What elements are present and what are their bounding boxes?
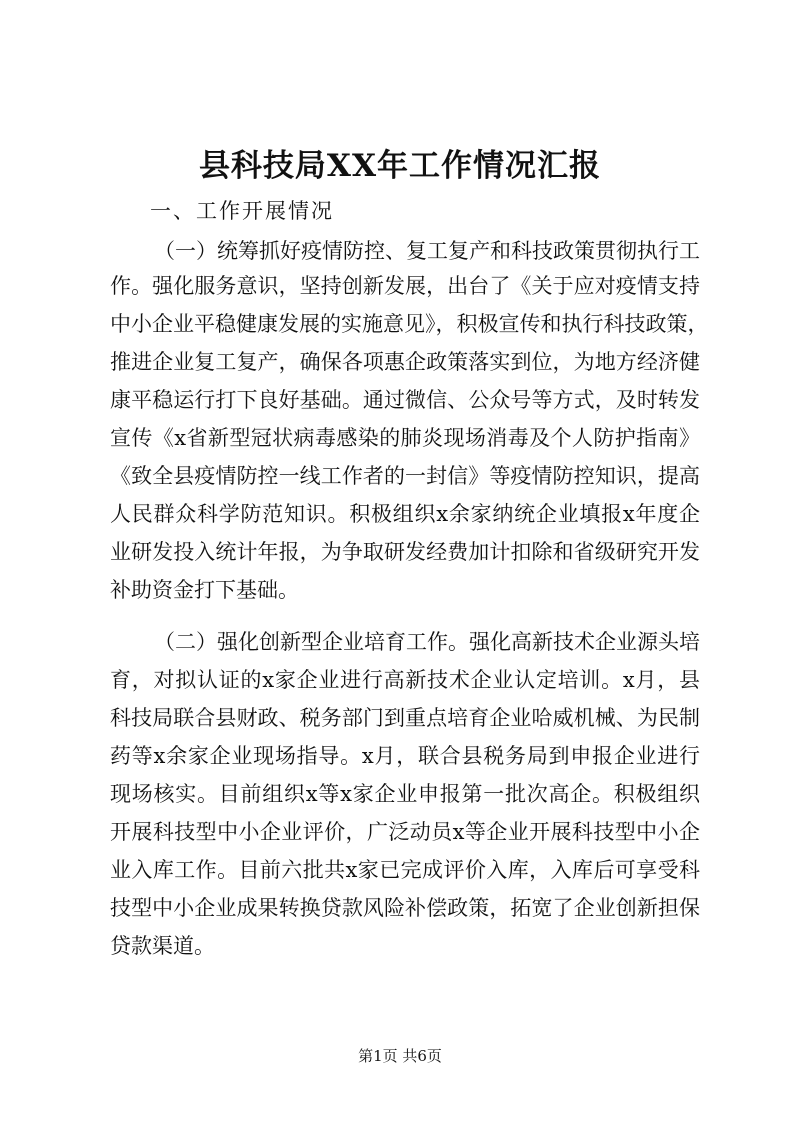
paragraph-line: 《致全县疫情防控一线工作者的一封信》等疫情防控知识，提高 (110, 464, 700, 488)
paragraph-line: （一）统筹抓好疫情防控、复工复产和科技政策贯彻执行工 (154, 239, 700, 263)
paragraph-line: （二）强化创新型企业培育工作。强化高新技术企业源头培 (154, 630, 700, 654)
section-heading: 一、工作开展情况 (150, 199, 334, 223)
paragraph-line: 药等x余家企业现场指导。x月，联合县税务局到申报企业进行 (110, 744, 700, 768)
paragraph-line: 开展科技型中小企业评价，广泛动员x等企业开展科技型中小企 (110, 820, 700, 844)
page-number-footer: 第1页 共6页 (358, 1047, 442, 1065)
paragraph-line: 中小企业平稳健康发展的实施意见》，积极宣传和执行科技政策， (110, 312, 709, 336)
paragraph-line: 补助资金打下基础。 (110, 578, 299, 602)
paragraph-line: 技型中小企业成果转换贷款风险补偿政策，拓宽了企业创新担保 (110, 896, 700, 920)
paragraph-line: 作。强化服务意识，坚持创新发展，出台了《关于应对疫情支持 (110, 274, 700, 298)
paragraph-line: 育，对拟认证的x家企业进行高新技术企业认定培训。x月，县 (110, 668, 700, 692)
paragraph-line: 科技局联合县财政、税务部门到重点培育企业哈威机械、为民制 (110, 706, 700, 730)
document-title: 县科技局XX年工作情况汇报 (198, 148, 602, 184)
paragraph-line: 业入库工作。目前六批共x家已完成评价入库，入库后可享受科 (110, 858, 700, 882)
paragraph-line: 康平稳运行打下良好基础。通过微信、公众号等方式，及时转发 (110, 388, 700, 412)
paragraph-line: 贷款渠道。 (110, 934, 215, 958)
paragraph-line: 宣传《x省新型冠状病毒感染的肺炎现场消毒及个人防护指南》 (110, 426, 700, 450)
paragraph-line: 业研发投入统计年报，为争取研发经费加计扣除和省级研究开发 (110, 540, 700, 564)
paragraph-line: 现场核实。目前组织x等x家企业申报第一批次高企。积极组织 (110, 782, 700, 806)
paragraph-line: 人民群众科学防范知识。积极组织x余家纳统企业填报x年度企 (110, 502, 700, 526)
paragraph-line: 推进企业复工复产，确保各项惠企政策落实到位，为地方经济健 (110, 350, 700, 374)
